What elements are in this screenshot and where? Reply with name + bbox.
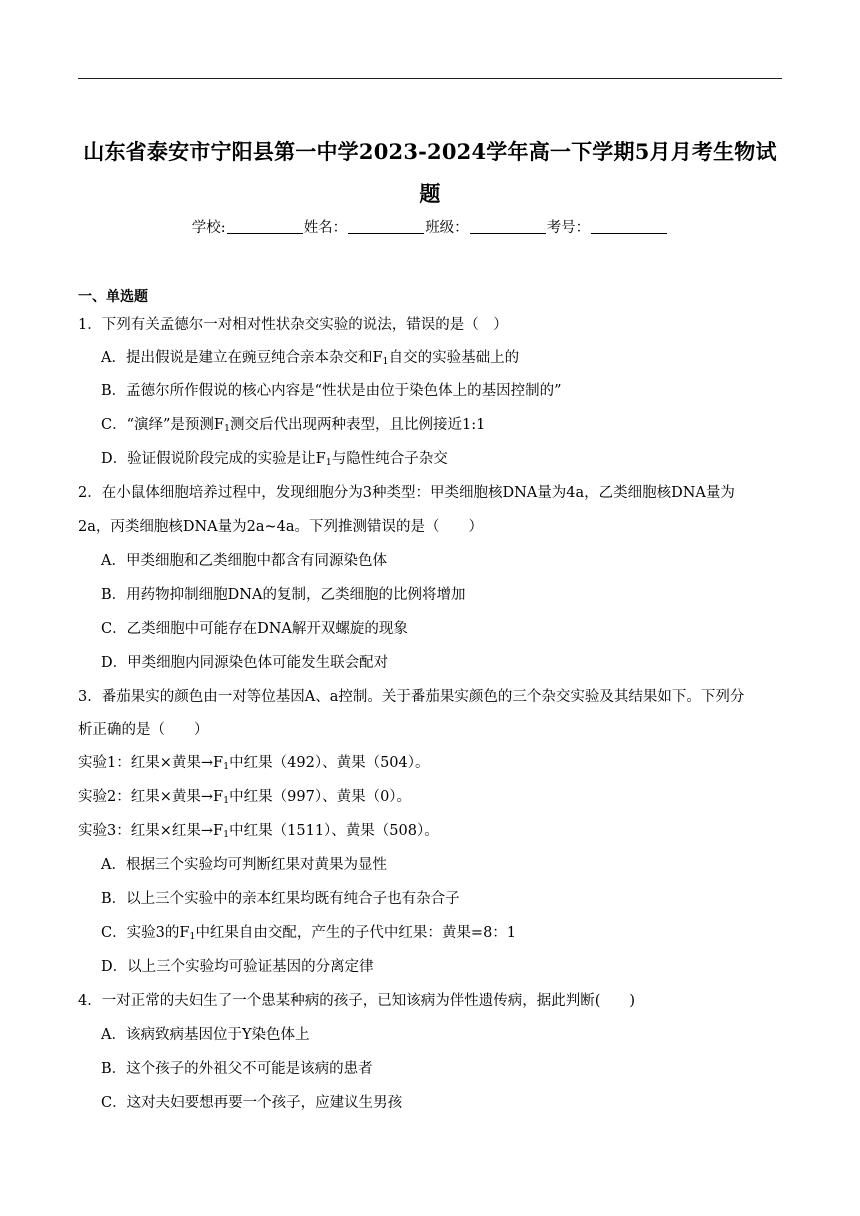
- q2-option-a: A．甲类细胞和乙类细胞中都含有同源染色体: [101, 553, 387, 569]
- header-rule: [78, 78, 782, 79]
- q3-experiment-2: 实验2：红果×黄果$\to F_1$中红果（997）、黄果（0）。: [78, 789, 412, 806]
- q1-stem: 1．下列有关孟德尔一对相对性状杂交实验的说法，错误的是（ ）: [78, 317, 508, 333]
- page-title: 山东省泰安市宁阳县第一中学2023-2024学年高一下学期5月月考生物试: [83, 139, 777, 164]
- q3-stem-continued: 析正确的是（ ）: [78, 722, 209, 738]
- school-blank[interactable]: [227, 219, 303, 234]
- q4-option-c: C．这对夫妇要想再要一个孩子，应建议生男孩: [101, 1095, 403, 1111]
- q3-experiment-3: 实验3：红果×红果$\to F_1$中红果（1511）、黄果（508）。: [78, 823, 439, 840]
- q3-experiment-1: 实验1：红果×黄果$\to F_1$中红果（492）、黄果（504）。: [78, 755, 430, 772]
- q4-option-a: A．该病致病基因位于Y染色体上: [101, 1027, 310, 1043]
- q2-stem-continued: 2a，丙类细胞核DNA量为2a~4a。下列推测错误的是（ ）: [78, 519, 484, 535]
- q3-option-d: D．以上三个实验均可验证基因的分离定律: [101, 959, 374, 975]
- q4-stem: 4．一对正常的夫妇生了一个患某种病的孩子，已知该病为伴性遗传病，据此判断( ): [78, 993, 636, 1009]
- name-label: 姓名：: [303, 220, 348, 236]
- exam-no-blank[interactable]: [591, 219, 667, 234]
- student-info-line: [78, 218, 782, 238]
- q1-option-c: C．“演绎”是预测$F_1$测交后代出现两种表型，且比例接近1:1: [101, 417, 486, 434]
- section-heading: 一、单选题: [78, 289, 148, 305]
- q2-option-b: B．用药物抑制细胞DNA的复制，乙类细胞的比例将增加: [101, 587, 466, 603]
- q1-option-d: D．验证假说阶段完成的实验是让$F_1$与隐性纯合子杂交: [101, 451, 448, 468]
- name-blank[interactable]: [348, 219, 424, 234]
- q2-stem: 2．在小鼠体细胞培养过程中，发现细胞分为3种类型：甲类细胞核DNA量为4a，乙类细胞核DNA量为: [78, 485, 735, 501]
- exam-no-label: 考号：: [546, 220, 591, 236]
- class-blank[interactable]: [470, 219, 546, 234]
- q3-stem: 3．番茄果实的颜色由一对等位基因A、a控制。关于番茄果实颜色的三个杂交实验及其结果如下。下列分: [78, 689, 745, 705]
- school-label: 学校:: [191, 220, 226, 236]
- q3-option-b: B．以上三个实验中的亲本红果均既有纯合子也有杂合子: [101, 891, 460, 907]
- q2-option-c: C．乙类细胞中可能存在DNA解开双螺旋的现象: [101, 621, 408, 637]
- q2-option-d: D．甲类细胞内同源染色体可能发生联会配对: [101, 655, 389, 671]
- q1-option-a: A．提出假说是建立在豌豆纯合亲本杂交和$F_1$自交的实验基础上的: [101, 350, 520, 367]
- class-label: 班级：: [425, 220, 469, 236]
- q4-option-b: B．这个孩子的外祖父不可能是该病的患者: [101, 1061, 373, 1077]
- page-title-continued: 题: [419, 181, 441, 206]
- q3-option-a: A．根据三个实验均可判断红果对黄果为显性: [101, 857, 387, 873]
- q3-option-c: C．实验3的$F_1$中红果自由交配，产生的子代中红果：黄果=8：1: [101, 925, 517, 942]
- q1-option-b: B．孟德尔所作假说的核心内容是“性状是由位于染色体上的基因控制的”: [101, 383, 562, 399]
